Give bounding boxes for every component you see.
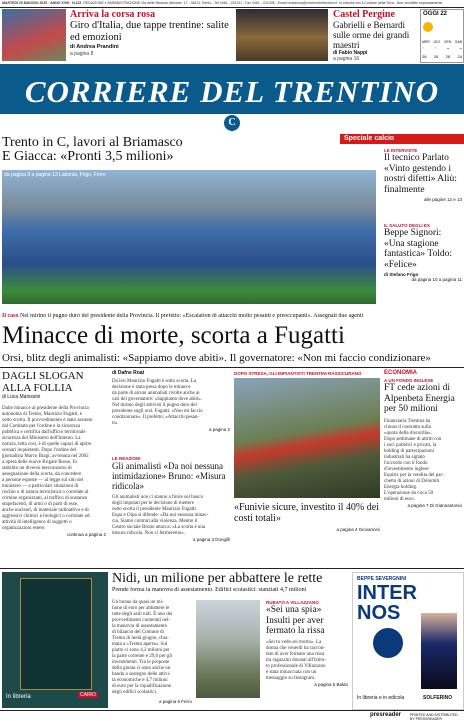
promo-left-author: di Andrea Prandini xyxy=(70,44,119,50)
book-ad-right-brand: SOLFERINO xyxy=(423,695,453,701)
inter-logo-icon xyxy=(373,628,403,658)
sport-item1-title: Il tecnico Parlato «Vinto gestendo i nostri difetti» Aliù: finalmente xyxy=(384,153,457,195)
weather-temp: 28 xyxy=(422,54,427,59)
sport-item2-title: Beppe Signori: «Una stagione fantastica» Toldo: «Felice» xyxy=(384,228,453,270)
promo-right-author: di Fabio Nappi xyxy=(333,50,368,56)
weather-day: GIO xyxy=(433,40,441,44)
team-photo xyxy=(2,170,376,304)
column-story[interactable] xyxy=(112,370,230,432)
main-teaser xyxy=(2,313,462,320)
footer-text: PRINTED AND DISTRIBUTED BY PRESSREADER xyxy=(410,713,458,721)
book-ad-right-foot: In libreria e in edicola xyxy=(357,695,405,701)
editorial[interactable] xyxy=(2,370,106,570)
weather-day: VEN xyxy=(443,40,452,44)
villazzano-title: «Sei una spia» Insulti per aver fermato la rissa xyxy=(266,605,325,636)
weather-temp: 26 xyxy=(433,54,439,59)
column-body: Da ieri Maurizio Fugatti è sotto scorta. La decisione è stata presa dopo le minacce da parte di alcuni animalisti rivolte anche ai cari del governatore: «Sappiamo dove abiti». Nel mirino degli attivisti il pugno duro del presidente sugli orsi. Fugatti: «Non mi faccio condizionare». Il prefetto: «Attacchi pesan- ti». xyxy=(112,379,203,426)
lead-title[interactable] xyxy=(2,135,338,164)
sport-item2-author: di Stefano Frigo xyxy=(384,272,419,277)
top-bar xyxy=(2,1,462,6)
cable-kicker: DOPO STRESA, GLI IMPIANTISTI TRENTINI RASSICURANO xyxy=(234,371,362,376)
main-leadin: Il caso xyxy=(2,313,19,319)
weather-temp: 26 xyxy=(445,54,451,59)
economy-section: ECONOMIA xyxy=(384,370,417,376)
weather-day: MER xyxy=(422,40,430,44)
economy-body: Finanziaria Trentina ha chiuso il contratto sulla «quota della discordia». Dopo settimane di attriti con i soci pubblici e privati, la holding di partecipazioni industriali ha siglato l'accordo con il fondo d'investimento inglese Equitix per la vendita del pac- chetto di azioni di Dolomiti Energia holding. L'operazione da circa 50 milioni di euro. xyxy=(384,418,445,502)
economy-story[interactable] xyxy=(384,370,462,570)
sport-item2-page: da pagina 10 a pagina 11 xyxy=(411,277,462,282)
masthead-badge: C xyxy=(224,115,240,131)
lead-title-line2: E Giacca: «Pronti 3,5 milioni» xyxy=(2,149,174,164)
book-cover xyxy=(20,578,92,690)
cable-car-photo xyxy=(234,378,380,498)
reactions-page: a pagina 3 Dongilli xyxy=(192,537,230,542)
schools-body: Un bonus da quasi un mi- lione di euro per abbattere le rette degli asili nidi. È uno dei provvedimenti contenuti nel- la manovra di assestamento di bilancio del Comune di Trento di metà giugno, chia- mata a «Trento aperta». Sul piatto ci sono 4,2 milioni per la parte corrente e 29,6 per gli investimenti. Tra le proposte della giunta ci sono anche un bando a sostegno delle attivi- tà economiche e 4,7 milioni di euro per la riqualificazione degli edifici scolastici. xyxy=(112,600,173,695)
editorial-body: Dalle minacce al presidente della Provincia autonoma di Trento, Maurizio Fugatti, è sotto scorta. Il provvedimento è stato assunto dal Comitato per l'ordine e la sicurezza pubblica e certifica dall'ufficio territoriale sicurezza del Ministero dell'Interno. La notizia, letta così, è di quelle capaci di aprire scenari inquietanti. Dopo l'ordine del giornalista Marco Biagi, avvenuta nel 2002 a opera delle nuove Brigate Rosse, fu stabilito un diverso meccanismo di assegnazione della scorta, da concedere a persone esposte — al legge sul sito del ministero — a particolari situazioni di rischio o di natura terroristica o correlate al crimine organizzato, al traffico di sostanze stupefacenti, di armi o di parti di esse, anche nucleari, di materiale radioattivo e di aggressivi chimici e biologici o correlate ad attività di intelligence di soggetti o organizzazioni estere. xyxy=(2,406,93,531)
lead-title-line1: Trento in C, lavori al Briamasco xyxy=(2,135,183,150)
weather-day: SAB xyxy=(454,40,462,44)
reactions-title: Gli animalisti «Da noi nessuna intimidazione» Bruno: «Misura ridicola» xyxy=(112,461,226,491)
cloud-sun-icon: ☀ xyxy=(434,46,437,50)
weather-days xyxy=(422,40,462,44)
book-ad-left-label: In libreria xyxy=(6,694,31,700)
weather-icons xyxy=(422,46,462,50)
cable-title[interactable]: «Funivie sicure, investito il 40% dei costi totali» xyxy=(234,502,379,524)
divider xyxy=(0,367,464,368)
weather-box xyxy=(420,9,464,63)
book-ad-right-title: INTER NOS xyxy=(357,582,417,624)
cloud-icon: ☁ xyxy=(459,46,462,50)
masthead-title: CORRIERE DEL TRENTINO xyxy=(24,74,440,109)
sport-item-1[interactable] xyxy=(384,148,462,202)
divider xyxy=(0,568,464,569)
sport-item1-kicker: LE INTERVISTE xyxy=(384,148,418,153)
promo-left-photo xyxy=(2,9,66,61)
book-ad-right-author: BEPPE SEVERGNINI xyxy=(357,576,407,582)
divider xyxy=(0,7,464,8)
book-ad-left[interactable] xyxy=(2,572,108,708)
sun-icon xyxy=(423,22,433,32)
footer-brand: presreader xyxy=(370,712,402,718)
villazzano-kicker: RUBATO A VILLAZZANO xyxy=(266,600,319,605)
reactions-story[interactable] xyxy=(112,456,230,542)
book-ad-right[interactable] xyxy=(352,572,464,710)
promo-left-page: a pagina 8 xyxy=(70,51,94,57)
promo-right[interactable] xyxy=(333,9,417,62)
reactions-body: Gli animalisti non ci stanno a finire sul banco degli imputati per le decisione di mettere sotto scorta il presidente Maurizio Fugatti. Enpa e Oipa si difende: «Da noi nessuna minac- cia. Siamo contrari alla violenza. Mentre il Centro sociale Bruno attacca: «La scorta è una misura ridicola. Non ci fermeremo». xyxy=(112,495,209,536)
column-page: a pagina 2 xyxy=(208,427,230,432)
sport-item2-kicker: IL SALUTO DEGLI EX xyxy=(384,223,430,228)
economy-title: FT cede azioni di Alpenbeta Energia per 50 milioni xyxy=(384,383,455,414)
weather-temp: 24 xyxy=(457,54,462,59)
author-figure xyxy=(421,613,457,689)
editorial-continues: continua a pagina 2 xyxy=(66,532,106,537)
school-photo xyxy=(196,600,260,698)
sport-header: Speciale calcio xyxy=(340,134,464,144)
issue-date: MARTEDÌ 25 MAGGIO 2025 · ANNO XVIII · N.122 xyxy=(2,1,82,5)
editorial-address: REDAZIONE e AMMINISTRAZIONE Via delle Missioni Africane, 17 - 38121 Trento - Tel 0461 - 231311 - Fax 0461 - 231308 - Email redazione@corrieredeltrentino.it xyxy=(83,1,338,5)
main-subheadline: Orsi, blitz degli animalisti: «Sappiamo dove abiti». Il governatore: «Non mi faccio condizionare» xyxy=(2,352,431,364)
edition-note: In edicola con il Corriere della Sera - Non vendibile separatamente xyxy=(339,1,443,5)
schools-title[interactable]: Nidi, un milione per abbattere le rette xyxy=(112,571,323,586)
weather-label: OGGI 22 xyxy=(423,11,448,17)
sport-item-2[interactable] xyxy=(384,223,462,282)
promo-left-kicker: Arriva la corsa rosa xyxy=(70,9,156,20)
lead-pages: da pagina 9 a pagina 13 Labonia, Frigo, Ferro xyxy=(4,172,106,178)
sport-item1-page: alle pagine 12 e 13 xyxy=(423,197,462,202)
promo-right-page: a pagina 16 xyxy=(333,56,360,62)
cloud-icon: ☁ xyxy=(446,46,450,50)
promo-left-title: Giro d'Italia, due tappe trentine: salite ed emozioni xyxy=(70,20,229,43)
main-teaser-text: Nel mirino il pugno duro del presidente della Provincia. Il prefetto: «Escalation di attacchi molto pesanti e preoccupanti». Assegnati due agenti xyxy=(20,313,364,319)
publisher-logo: CAIRO xyxy=(80,692,96,698)
schools-page: a pagina 6 Ferro xyxy=(158,699,192,704)
divider xyxy=(0,710,464,711)
column-author: di Dafne Roat xyxy=(112,370,145,376)
cloud-sun-icon: ☀ xyxy=(422,46,425,50)
schools-subtitle: Prende forma la manovra di assestamento. Edifici scolastici: stanziati 4,7 milioni xyxy=(112,587,307,593)
economy-page: a pagina 7 Di Giannantonio xyxy=(407,502,462,508)
weather-temps xyxy=(422,54,462,59)
editorial-title: DAGLI SLOGAN ALLA FOLLIA xyxy=(2,370,84,394)
promo-right-title: Gabrielli e Bernardi sulle orme dei grandi maestri xyxy=(333,20,410,50)
main-headline[interactable]: Minacce di morte, scorta a Fugatti xyxy=(2,322,345,349)
reactions-kicker: LE REAZIONI xyxy=(112,456,141,461)
villazzano-body: «Sei tu vedo sei morto». La donna che venerdì ha raccon- tato di aver fermato una rissa tra ragazzini davanti all'Istitu- to professionale di Villazzano è stata minacciata con un messaggio su Instagram. xyxy=(266,639,326,681)
cable-page: a pagina 4 Giovannini xyxy=(336,527,380,532)
promo-right-kicker: Castel Pergine xyxy=(333,9,395,20)
editorial-author: di Luca Malossini xyxy=(2,394,41,400)
villazzano-story[interactable] xyxy=(266,600,348,687)
economy-kicker: A UN FONDO INGLESE xyxy=(384,378,434,383)
villazzano-page: a pagina 5 Baldo xyxy=(314,681,348,687)
promo-left[interactable] xyxy=(70,9,230,57)
promo-right-photo xyxy=(236,9,328,61)
